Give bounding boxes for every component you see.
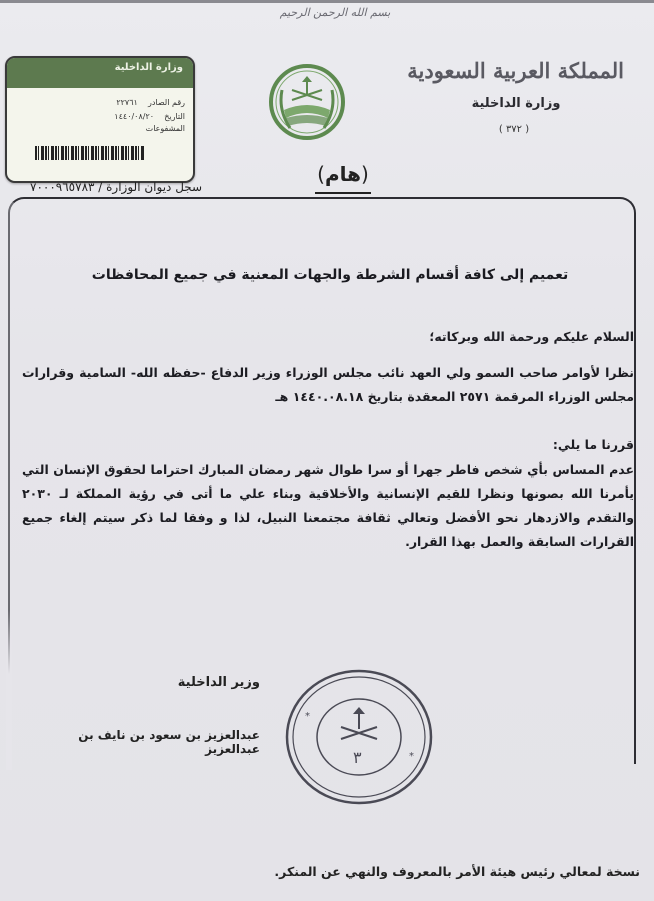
ministry-name: وزارة الداخلية bbox=[471, 96, 561, 111]
kingdom-title: المملكة العربية السعودية bbox=[407, 58, 624, 83]
registry-number: ٧٠٠٠٩٦٥٧٨٣ bbox=[30, 180, 95, 194]
stamp-line-date: التاريخ ١٤٤٠/٠٨/٢٠ bbox=[114, 112, 185, 121]
reference-number: ( ٣٧٢ ) bbox=[498, 124, 530, 135]
paragraph-decision: عدم المساس بأي شخص فاطر جهرا أو سرا طوال شهر رمضان المبارك احتراما لحقوق الإنسان التي يأمرنا الله بصونها ونظرا للقيم الإنسانية والأخلاقية وبناء علي ما أتى في رؤية المملكة لـ ٢٠٣٠ والتقدم والازدهار نحو الأفضل وتعالي ثقافة مجتمعنا النبيل، لذا و وفقا لما ذكر سيتم إلغاء جميع القرارات السابقة والعمل بهذا القرار. bbox=[22, 462, 634, 549]
registry-line bbox=[30, 180, 270, 194]
signatory-title: وزير الداخلية bbox=[177, 675, 260, 690]
greeting: السلام عليكم ورحمة الله وبركاته؛ bbox=[429, 329, 634, 344]
stamp-line-number: رقم الصادر ٢٢٧٦١ bbox=[116, 98, 185, 107]
bismillah: بسم الله الرحمن الرحيم bbox=[279, 6, 391, 19]
copy-recipient-note: نسخة لمعالي رئيس هيئة الأمر بالمعروف والنهي عن المنكر. bbox=[274, 864, 640, 879]
svg-text:٣: ٣ bbox=[353, 748, 362, 767]
letter-subject: تعميم إلى كافة أقسام الشرطة والجهات المعنية في جميع المحافظات bbox=[91, 267, 569, 283]
decision-heading: قررنا ما يلي: bbox=[552, 437, 634, 452]
incoming-stamp-card bbox=[5, 56, 195, 183]
signatory-name: عبدالعزيز بن سعود بن نايف بن عبدالعزيز bbox=[78, 728, 260, 756]
official-seal-icon bbox=[283, 667, 435, 807]
frame-fade bbox=[6, 610, 12, 770]
important-mark: (هام) bbox=[315, 162, 371, 194]
barcode bbox=[35, 146, 145, 160]
ministry-emblem-icon bbox=[268, 60, 346, 144]
stamp-card-header: وزارة الداخلية bbox=[7, 58, 193, 88]
registry-label: سجل ديوان الوزارة / bbox=[98, 180, 203, 194]
svg-text:*: * bbox=[409, 751, 414, 762]
stamp-line-attachments: المشفوعات bbox=[145, 124, 185, 133]
top-edge bbox=[0, 0, 654, 3]
svg-text:*: * bbox=[305, 711, 310, 722]
paragraph-references: نظرا لأوامر صاحب السمو ولي العهد نائب مجلس الوزراء وزير الدفاع -حفظه الله- السامية وقرارات مجلس الوزراء المرقمة ٢٥٧١ المعقدة بتاريخ ١٤٤٠.٠٨.١٨ هـ bbox=[22, 365, 634, 404]
